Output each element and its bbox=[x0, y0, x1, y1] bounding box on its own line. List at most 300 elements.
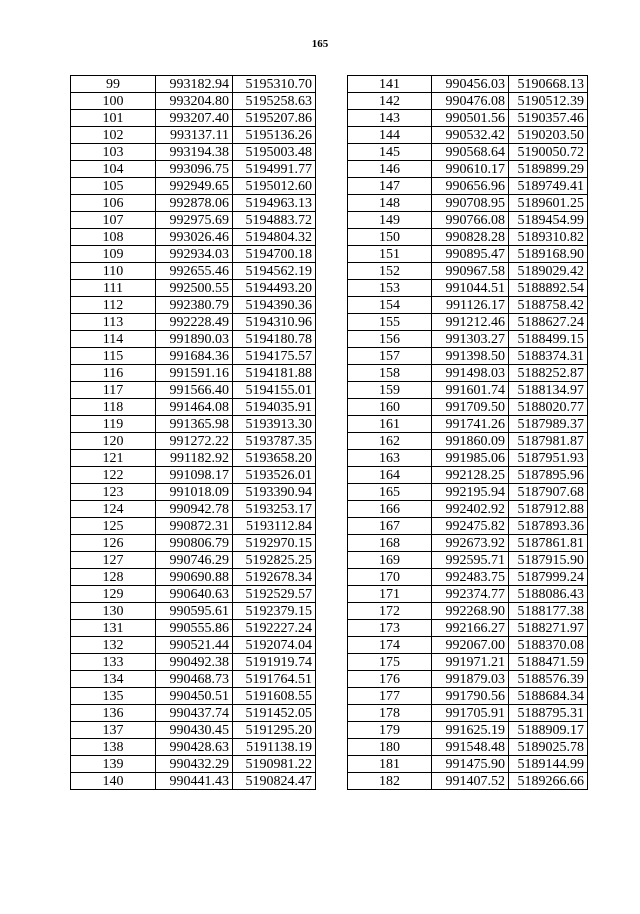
point-number-cell: 138 bbox=[71, 739, 156, 756]
table-row bbox=[71, 552, 316, 569]
table-row bbox=[348, 348, 588, 365]
table-row bbox=[71, 416, 316, 433]
x-coordinate-cell: 990895.47 bbox=[432, 246, 509, 263]
x-coordinate-cell: 992374.77 bbox=[432, 586, 509, 603]
point-number-cell: 159 bbox=[348, 382, 432, 399]
y-coordinate-cell: 5194310.96 bbox=[233, 314, 316, 331]
x-coordinate-cell: 992402.92 bbox=[432, 501, 509, 518]
y-coordinate-cell: 5194963.13 bbox=[233, 195, 316, 212]
point-number-cell: 142 bbox=[348, 93, 432, 110]
x-coordinate-cell: 993096.75 bbox=[156, 161, 233, 178]
x-coordinate-cell: 990468.73 bbox=[156, 671, 233, 688]
point-number-cell: 120 bbox=[71, 433, 156, 450]
point-number-cell: 169 bbox=[348, 552, 432, 569]
x-coordinate-cell: 990872.31 bbox=[156, 518, 233, 535]
x-coordinate-cell: 990610.17 bbox=[432, 161, 509, 178]
x-coordinate-cell: 991625.19 bbox=[432, 722, 509, 739]
point-number-cell: 115 bbox=[71, 348, 156, 365]
table-row bbox=[348, 331, 588, 348]
point-number-cell: 131 bbox=[71, 620, 156, 637]
point-number-cell: 178 bbox=[348, 705, 432, 722]
table-row bbox=[71, 433, 316, 450]
point-number-cell: 128 bbox=[71, 569, 156, 586]
point-number-cell: 123 bbox=[71, 484, 156, 501]
table-row bbox=[348, 178, 588, 195]
table-row bbox=[71, 569, 316, 586]
y-coordinate-cell: 5192529.57 bbox=[233, 586, 316, 603]
y-coordinate-cell: 5188909.17 bbox=[509, 722, 588, 739]
x-coordinate-cell: 992975.69 bbox=[156, 212, 233, 229]
x-coordinate-cell: 990492.38 bbox=[156, 654, 233, 671]
table-row bbox=[348, 246, 588, 263]
x-coordinate-cell: 992166.27 bbox=[432, 620, 509, 637]
x-coordinate-cell: 991398.50 bbox=[432, 348, 509, 365]
point-number-cell: 174 bbox=[348, 637, 432, 654]
point-number-cell: 149 bbox=[348, 212, 432, 229]
y-coordinate-cell: 5188758.42 bbox=[509, 297, 588, 314]
x-coordinate-cell: 990568.64 bbox=[432, 144, 509, 161]
table-row bbox=[71, 399, 316, 416]
y-coordinate-cell: 5187915.90 bbox=[509, 552, 588, 569]
point-number-cell: 119 bbox=[71, 416, 156, 433]
y-coordinate-cell: 5190668.13 bbox=[509, 76, 588, 93]
table-row bbox=[348, 433, 588, 450]
table-row bbox=[71, 501, 316, 518]
x-coordinate-cell: 991790.56 bbox=[432, 688, 509, 705]
x-coordinate-cell: 992673.92 bbox=[432, 535, 509, 552]
table-row bbox=[71, 620, 316, 637]
y-coordinate-cell: 5193112.84 bbox=[233, 518, 316, 535]
point-number-cell: 102 bbox=[71, 127, 156, 144]
y-coordinate-cell: 5189168.90 bbox=[509, 246, 588, 263]
table-row bbox=[71, 212, 316, 229]
point-number-cell: 127 bbox=[71, 552, 156, 569]
y-coordinate-cell: 5190512.39 bbox=[509, 93, 588, 110]
x-coordinate-cell: 992483.75 bbox=[432, 569, 509, 586]
x-coordinate-cell: 993137.11 bbox=[156, 127, 233, 144]
table-row bbox=[348, 161, 588, 178]
table-row bbox=[348, 739, 588, 756]
y-coordinate-cell: 5187912.88 bbox=[509, 501, 588, 518]
x-coordinate-cell: 991098.17 bbox=[156, 467, 233, 484]
table-row bbox=[71, 773, 316, 790]
point-number-cell: 171 bbox=[348, 586, 432, 603]
x-coordinate-cell: 991860.09 bbox=[432, 433, 509, 450]
y-coordinate-cell: 5190357.46 bbox=[509, 110, 588, 127]
table-row bbox=[348, 467, 588, 484]
point-number-cell: 116 bbox=[71, 365, 156, 382]
point-number-cell: 154 bbox=[348, 297, 432, 314]
point-number-cell: 124 bbox=[71, 501, 156, 518]
table-row bbox=[71, 637, 316, 654]
point-number-cell: 143 bbox=[348, 110, 432, 127]
x-coordinate-cell: 990640.63 bbox=[156, 586, 233, 603]
table-row bbox=[71, 178, 316, 195]
y-coordinate-cell: 5195003.48 bbox=[233, 144, 316, 161]
table-row bbox=[71, 229, 316, 246]
y-coordinate-cell: 5189310.82 bbox=[509, 229, 588, 246]
point-number-cell: 164 bbox=[348, 467, 432, 484]
y-coordinate-cell: 5190203.50 bbox=[509, 127, 588, 144]
table-row bbox=[71, 263, 316, 280]
point-number-cell: 134 bbox=[71, 671, 156, 688]
y-coordinate-cell: 5194700.18 bbox=[233, 246, 316, 263]
x-coordinate-cell: 991705.91 bbox=[432, 705, 509, 722]
table-row bbox=[348, 399, 588, 416]
point-number-cell: 155 bbox=[348, 314, 432, 331]
table-row bbox=[348, 144, 588, 161]
table-row bbox=[348, 365, 588, 382]
y-coordinate-cell: 5191452.05 bbox=[233, 705, 316, 722]
x-coordinate-cell: 990595.61 bbox=[156, 603, 233, 620]
point-number-cell: 107 bbox=[71, 212, 156, 229]
y-coordinate-cell: 5192227.24 bbox=[233, 620, 316, 637]
y-coordinate-cell: 5193658.20 bbox=[233, 450, 316, 467]
point-number-cell: 132 bbox=[71, 637, 156, 654]
point-number-cell: 153 bbox=[348, 280, 432, 297]
point-number-cell: 166 bbox=[348, 501, 432, 518]
x-coordinate-cell: 992500.55 bbox=[156, 280, 233, 297]
point-number-cell: 118 bbox=[71, 399, 156, 416]
y-coordinate-cell: 5194181.88 bbox=[233, 365, 316, 382]
table-row bbox=[348, 110, 588, 127]
table-row bbox=[348, 416, 588, 433]
point-number-cell: 175 bbox=[348, 654, 432, 671]
table-row bbox=[71, 450, 316, 467]
x-coordinate-cell: 992934.03 bbox=[156, 246, 233, 263]
y-coordinate-cell: 5192074.04 bbox=[233, 637, 316, 654]
point-number-cell: 162 bbox=[348, 433, 432, 450]
point-number-cell: 156 bbox=[348, 331, 432, 348]
y-coordinate-cell: 5187989.37 bbox=[509, 416, 588, 433]
x-coordinate-cell: 991272.22 bbox=[156, 433, 233, 450]
table-row bbox=[71, 161, 316, 178]
y-coordinate-cell: 5195207.86 bbox=[233, 110, 316, 127]
table-row bbox=[71, 586, 316, 603]
table-row bbox=[348, 535, 588, 552]
y-coordinate-cell: 5191138.19 bbox=[233, 739, 316, 756]
x-coordinate-cell: 991548.48 bbox=[432, 739, 509, 756]
y-coordinate-cell: 5188471.59 bbox=[509, 654, 588, 671]
x-coordinate-cell: 993204.80 bbox=[156, 93, 233, 110]
table-row bbox=[71, 484, 316, 501]
table-row bbox=[348, 773, 588, 790]
y-coordinate-cell: 5188252.87 bbox=[509, 365, 588, 382]
x-coordinate-cell: 990532.42 bbox=[432, 127, 509, 144]
table-row bbox=[71, 654, 316, 671]
y-coordinate-cell: 5188627.24 bbox=[509, 314, 588, 331]
y-coordinate-cell: 5192678.34 bbox=[233, 569, 316, 586]
x-coordinate-cell: 992128.25 bbox=[432, 467, 509, 484]
table-row bbox=[71, 518, 316, 535]
y-coordinate-cell: 5188576.39 bbox=[509, 671, 588, 688]
point-number-cell: 177 bbox=[348, 688, 432, 705]
point-number-cell: 108 bbox=[71, 229, 156, 246]
y-coordinate-cell: 5187895.96 bbox=[509, 467, 588, 484]
x-coordinate-cell: 991018.09 bbox=[156, 484, 233, 501]
table-row bbox=[348, 484, 588, 501]
table-row bbox=[71, 705, 316, 722]
y-coordinate-cell: 5189899.29 bbox=[509, 161, 588, 178]
table-row bbox=[348, 603, 588, 620]
point-number-cell: 99 bbox=[71, 76, 156, 93]
y-coordinate-cell: 5189029.42 bbox=[509, 263, 588, 280]
y-coordinate-cell: 5190824.47 bbox=[233, 773, 316, 790]
table-row bbox=[71, 722, 316, 739]
y-coordinate-cell: 5192970.15 bbox=[233, 535, 316, 552]
table-row bbox=[348, 705, 588, 722]
x-coordinate-cell: 991985.06 bbox=[432, 450, 509, 467]
point-number-cell: 125 bbox=[71, 518, 156, 535]
point-number-cell: 105 bbox=[71, 178, 156, 195]
y-coordinate-cell: 5187907.68 bbox=[509, 484, 588, 501]
point-number-cell: 122 bbox=[71, 467, 156, 484]
x-coordinate-cell: 990437.74 bbox=[156, 705, 233, 722]
table-body bbox=[71, 76, 316, 790]
table-row bbox=[348, 297, 588, 314]
point-number-cell: 179 bbox=[348, 722, 432, 739]
point-number-cell: 129 bbox=[71, 586, 156, 603]
x-coordinate-cell: 990456.03 bbox=[432, 76, 509, 93]
x-coordinate-cell: 990746.29 bbox=[156, 552, 233, 569]
table-row bbox=[348, 756, 588, 773]
table-row bbox=[71, 93, 316, 110]
table-row bbox=[348, 620, 588, 637]
x-coordinate-cell: 992949.65 bbox=[156, 178, 233, 195]
point-number-cell: 137 bbox=[71, 722, 156, 739]
table-row bbox=[348, 586, 588, 603]
y-coordinate-cell: 5191295.20 bbox=[233, 722, 316, 739]
x-coordinate-cell: 992655.46 bbox=[156, 263, 233, 280]
point-number-cell: 136 bbox=[71, 705, 156, 722]
table-row bbox=[71, 110, 316, 127]
point-number-cell: 147 bbox=[348, 178, 432, 195]
point-number-cell: 112 bbox=[71, 297, 156, 314]
coordinates-table-left bbox=[70, 75, 316, 790]
point-number-cell: 163 bbox=[348, 450, 432, 467]
y-coordinate-cell: 5193787.35 bbox=[233, 433, 316, 450]
y-coordinate-cell: 5187861.81 bbox=[509, 535, 588, 552]
y-coordinate-cell: 5193913.30 bbox=[233, 416, 316, 433]
y-coordinate-cell: 5190050.72 bbox=[509, 144, 588, 161]
x-coordinate-cell: 992380.79 bbox=[156, 297, 233, 314]
table-row bbox=[348, 212, 588, 229]
point-number-cell: 111 bbox=[71, 280, 156, 297]
y-coordinate-cell: 5188499.15 bbox=[509, 331, 588, 348]
table-row bbox=[348, 722, 588, 739]
y-coordinate-cell: 5194035.91 bbox=[233, 399, 316, 416]
y-coordinate-cell: 5189025.78 bbox=[509, 739, 588, 756]
y-coordinate-cell: 5189266.66 bbox=[509, 773, 588, 790]
table-row bbox=[71, 280, 316, 297]
y-coordinate-cell: 5193526.01 bbox=[233, 467, 316, 484]
point-number-cell: 141 bbox=[348, 76, 432, 93]
table-row bbox=[71, 297, 316, 314]
y-coordinate-cell: 5188370.08 bbox=[509, 637, 588, 654]
point-number-cell: 152 bbox=[348, 263, 432, 280]
point-number-cell: 144 bbox=[348, 127, 432, 144]
x-coordinate-cell: 992595.71 bbox=[432, 552, 509, 569]
x-coordinate-cell: 990690.88 bbox=[156, 569, 233, 586]
table-row bbox=[348, 382, 588, 399]
x-coordinate-cell: 992475.82 bbox=[432, 518, 509, 535]
x-coordinate-cell: 990521.44 bbox=[156, 637, 233, 654]
y-coordinate-cell: 5188271.97 bbox=[509, 620, 588, 637]
table-row bbox=[71, 756, 316, 773]
point-number-cell: 158 bbox=[348, 365, 432, 382]
y-coordinate-cell: 5189601.25 bbox=[509, 195, 588, 212]
point-number-cell: 103 bbox=[71, 144, 156, 161]
y-coordinate-cell: 5194562.19 bbox=[233, 263, 316, 280]
y-coordinate-cell: 5187951.93 bbox=[509, 450, 588, 467]
point-number-cell: 133 bbox=[71, 654, 156, 671]
x-coordinate-cell: 991365.98 bbox=[156, 416, 233, 433]
table-row bbox=[71, 246, 316, 263]
point-number-cell: 157 bbox=[348, 348, 432, 365]
table-row bbox=[348, 637, 588, 654]
x-coordinate-cell: 991890.03 bbox=[156, 331, 233, 348]
point-number-cell: 148 bbox=[348, 195, 432, 212]
table-row bbox=[71, 535, 316, 552]
x-coordinate-cell: 991684.36 bbox=[156, 348, 233, 365]
y-coordinate-cell: 5188020.77 bbox=[509, 399, 588, 416]
y-coordinate-cell: 5194390.36 bbox=[233, 297, 316, 314]
y-coordinate-cell: 5191608.55 bbox=[233, 688, 316, 705]
table-row bbox=[348, 229, 588, 246]
table-row bbox=[348, 195, 588, 212]
table-row bbox=[348, 569, 588, 586]
table-row bbox=[348, 76, 588, 93]
x-coordinate-cell: 991303.27 bbox=[432, 331, 509, 348]
x-coordinate-cell: 990476.08 bbox=[432, 93, 509, 110]
x-coordinate-cell: 992228.49 bbox=[156, 314, 233, 331]
x-coordinate-cell: 991591.16 bbox=[156, 365, 233, 382]
table-row bbox=[348, 93, 588, 110]
y-coordinate-cell: 5194991.77 bbox=[233, 161, 316, 178]
point-number-cell: 114 bbox=[71, 331, 156, 348]
x-coordinate-cell: 990555.86 bbox=[156, 620, 233, 637]
table-row bbox=[348, 127, 588, 144]
x-coordinate-cell: 991464.08 bbox=[156, 399, 233, 416]
table-row bbox=[348, 280, 588, 297]
table-row bbox=[348, 501, 588, 518]
x-coordinate-cell: 990428.63 bbox=[156, 739, 233, 756]
x-coordinate-cell: 993182.94 bbox=[156, 76, 233, 93]
page-number: 165 bbox=[311, 38, 329, 50]
point-number-cell: 173 bbox=[348, 620, 432, 637]
x-coordinate-cell: 993026.46 bbox=[156, 229, 233, 246]
point-number-cell: 181 bbox=[348, 756, 432, 773]
table-row bbox=[348, 654, 588, 671]
x-coordinate-cell: 990432.29 bbox=[156, 756, 233, 773]
point-number-cell: 146 bbox=[348, 161, 432, 178]
x-coordinate-cell: 991475.90 bbox=[432, 756, 509, 773]
point-number-cell: 117 bbox=[71, 382, 156, 399]
point-number-cell: 151 bbox=[348, 246, 432, 263]
table-body bbox=[348, 76, 588, 790]
y-coordinate-cell: 5189749.41 bbox=[509, 178, 588, 195]
y-coordinate-cell: 5188177.38 bbox=[509, 603, 588, 620]
y-coordinate-cell: 5194180.78 bbox=[233, 331, 316, 348]
table-row bbox=[348, 671, 588, 688]
x-coordinate-cell: 992195.94 bbox=[432, 484, 509, 501]
x-coordinate-cell: 991971.21 bbox=[432, 654, 509, 671]
table-row bbox=[71, 467, 316, 484]
x-coordinate-cell: 990430.45 bbox=[156, 722, 233, 739]
point-number-cell: 167 bbox=[348, 518, 432, 535]
y-coordinate-cell: 5187999.24 bbox=[509, 569, 588, 586]
point-number-cell: 109 bbox=[71, 246, 156, 263]
table-row bbox=[348, 263, 588, 280]
table-row bbox=[71, 603, 316, 620]
point-number-cell: 182 bbox=[348, 773, 432, 790]
y-coordinate-cell: 5188892.54 bbox=[509, 280, 588, 297]
y-coordinate-cell: 5194175.57 bbox=[233, 348, 316, 365]
x-coordinate-cell: 990806.79 bbox=[156, 535, 233, 552]
x-coordinate-cell: 991126.17 bbox=[432, 297, 509, 314]
point-number-cell: 100 bbox=[71, 93, 156, 110]
table-row bbox=[71, 348, 316, 365]
table-row bbox=[71, 127, 316, 144]
table-row bbox=[71, 314, 316, 331]
point-number-cell: 121 bbox=[71, 450, 156, 467]
x-coordinate-cell: 990967.58 bbox=[432, 263, 509, 280]
x-coordinate-cell: 990501.56 bbox=[432, 110, 509, 127]
y-coordinate-cell: 5188684.34 bbox=[509, 688, 588, 705]
y-coordinate-cell: 5188086.43 bbox=[509, 586, 588, 603]
point-number-cell: 139 bbox=[71, 756, 156, 773]
point-number-cell: 130 bbox=[71, 603, 156, 620]
table-row bbox=[71, 144, 316, 161]
point-number-cell: 145 bbox=[348, 144, 432, 161]
point-number-cell: 176 bbox=[348, 671, 432, 688]
table-row bbox=[348, 518, 588, 535]
x-coordinate-cell: 992878.06 bbox=[156, 195, 233, 212]
y-coordinate-cell: 5191919.74 bbox=[233, 654, 316, 671]
y-coordinate-cell: 5193253.17 bbox=[233, 501, 316, 518]
y-coordinate-cell: 5192379.15 bbox=[233, 603, 316, 620]
y-coordinate-cell: 5195258.63 bbox=[233, 93, 316, 110]
x-coordinate-cell: 990828.28 bbox=[432, 229, 509, 246]
y-coordinate-cell: 5195310.70 bbox=[233, 76, 316, 93]
y-coordinate-cell: 5194155.01 bbox=[233, 382, 316, 399]
y-coordinate-cell: 5190981.22 bbox=[233, 756, 316, 773]
y-coordinate-cell: 5194883.72 bbox=[233, 212, 316, 229]
x-coordinate-cell: 990441.43 bbox=[156, 773, 233, 790]
x-coordinate-cell: 991741.26 bbox=[432, 416, 509, 433]
y-coordinate-cell: 5194804.32 bbox=[233, 229, 316, 246]
table-row bbox=[71, 365, 316, 382]
x-coordinate-cell: 993207.40 bbox=[156, 110, 233, 127]
y-coordinate-cell: 5193390.94 bbox=[233, 484, 316, 501]
table-row bbox=[71, 76, 316, 93]
point-number-cell: 161 bbox=[348, 416, 432, 433]
x-coordinate-cell: 991601.74 bbox=[432, 382, 509, 399]
point-number-cell: 101 bbox=[71, 110, 156, 127]
x-coordinate-cell: 991044.51 bbox=[432, 280, 509, 297]
point-number-cell: 150 bbox=[348, 229, 432, 246]
point-number-cell: 180 bbox=[348, 739, 432, 756]
y-coordinate-cell: 5195012.60 bbox=[233, 178, 316, 195]
point-number-cell: 170 bbox=[348, 569, 432, 586]
table-row bbox=[348, 552, 588, 569]
point-number-cell: 135 bbox=[71, 688, 156, 705]
y-coordinate-cell: 5187893.36 bbox=[509, 518, 588, 535]
table-row bbox=[71, 688, 316, 705]
y-coordinate-cell: 5188134.97 bbox=[509, 382, 588, 399]
point-number-cell: 106 bbox=[71, 195, 156, 212]
y-coordinate-cell: 5188374.31 bbox=[509, 348, 588, 365]
